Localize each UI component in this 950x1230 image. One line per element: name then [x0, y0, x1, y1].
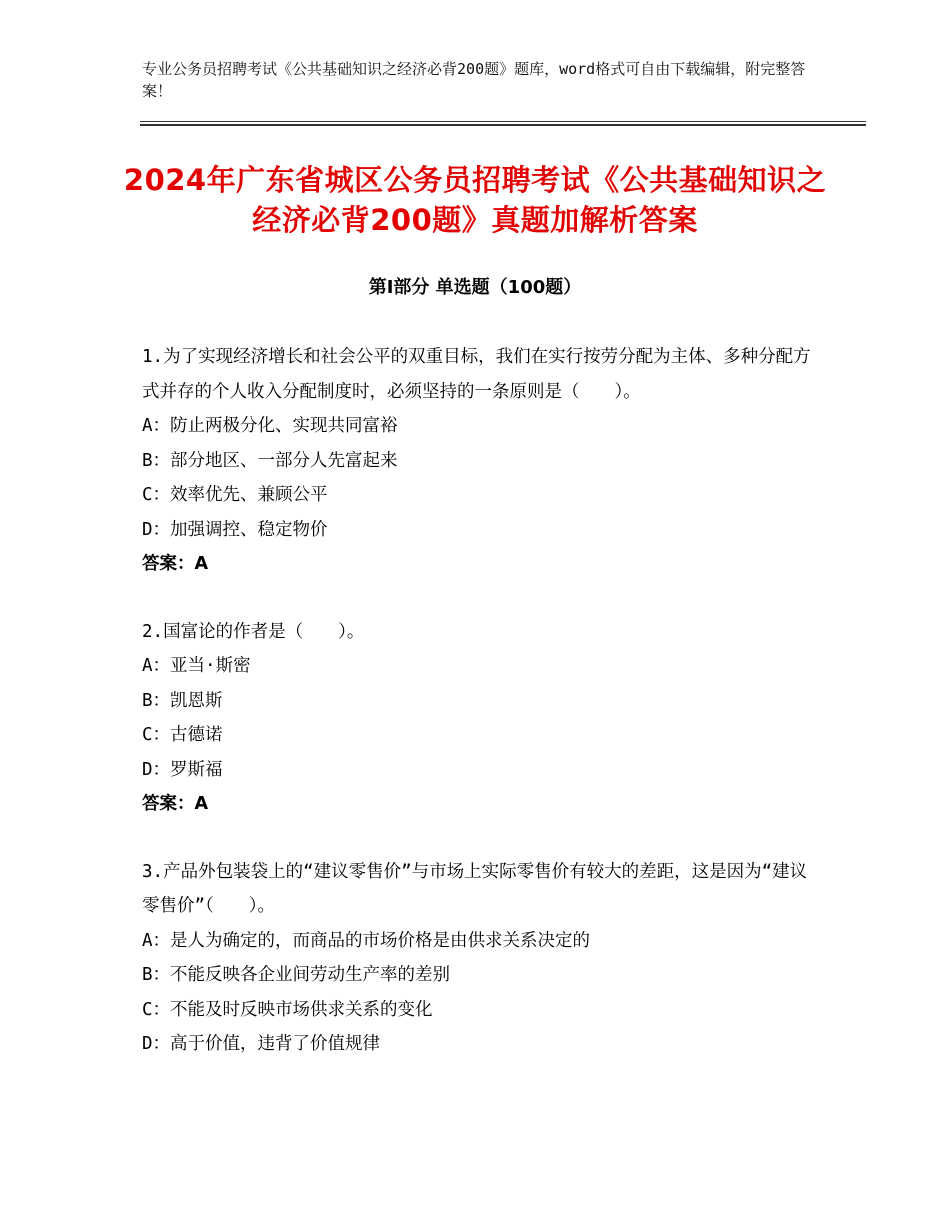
answer: 答案：A — [142, 794, 209, 814]
option-c: C：效率优先、兼顾公平 — [142, 485, 328, 505]
option-b: B：凯恩斯 — [142, 690, 223, 711]
option-a: A：亚当·斯密 — [142, 656, 251, 676]
question-3 — [142, 855, 822, 1062]
question-stem: 1.为了实现经济增长和社会公平的双重目标，我们在实行按劳分配为主体、多种分配方式并存的个人收入分配制度时，必须坚持的一条原则是（ ）。 — [142, 347, 811, 402]
header-rule-thick — [140, 124, 866, 126]
header-note: 专业公务员招聘考试《公共基础知识之经济必背200题》题库，word格式可自由下载编辑，附完整答案！ — [142, 60, 806, 100]
option-b: B：不能反映各企业间劳动生产率的差别 — [142, 965, 451, 985]
option-a: A：是人为确定的，而商品的市场价格是由供求关系决定的 — [142, 930, 591, 951]
option-c: C：古德诺 — [142, 725, 223, 745]
question-stem: 2.国富论的作者是（ ）。 — [142, 621, 365, 642]
document-title: 2024年广东省城区公务员招聘考试《公共基础知识之经济必背200题》真题加解析答案 — [123, 163, 827, 237]
question-2 — [142, 615, 822, 822]
section-title: 第Ⅰ部分 单选题（100题） — [368, 277, 582, 298]
option-a: A：防止两极分化、实现共同富裕 — [142, 416, 398, 436]
option-d: D：罗斯福 — [142, 759, 223, 780]
question-stem: 3.产品外包装袋上的“建议零售价”与市场上实际零售价有较大的差距，这是因为“建议零售价”（ ）。 — [142, 861, 808, 916]
answer: 答案：A — [142, 554, 209, 574]
header-rule-thin — [140, 121, 866, 122]
option-b: B：部分地区、一部分人先富起来 — [142, 450, 398, 471]
option-d: D：加强调控、稳定物价 — [142, 519, 328, 540]
option-d: D：高于价值，违背了价值规律 — [142, 1034, 381, 1054]
question-1 — [142, 340, 822, 582]
question-list — [142, 340, 822, 1095]
option-c: C：不能及时反映市场供求关系的变化 — [142, 999, 433, 1020]
